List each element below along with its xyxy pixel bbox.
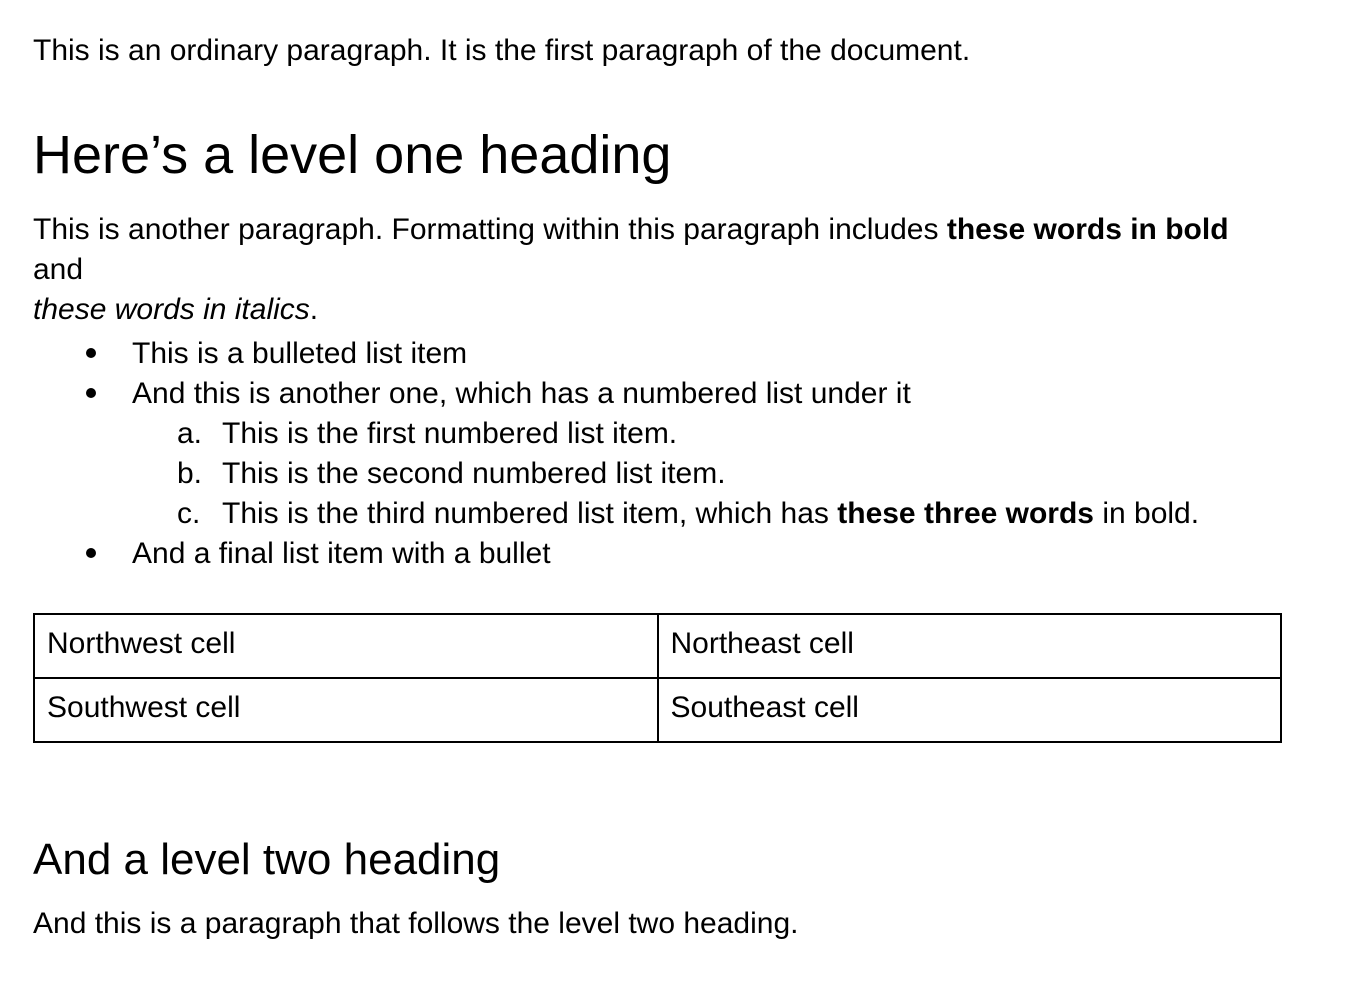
bullet-item-text: And a final list item with a bullet <box>132 537 551 570</box>
numbered-item-text: This is the first numbered list item. <box>222 417 678 450</box>
paragraph-first: This is an ordinary paragraph. It is the first paragraph of the document. <box>33 34 971 67</box>
paragraph-formatted-period: . <box>309 293 319 326</box>
numbered-list-item-b <box>33 454 1282 494</box>
numbered-list-marker-c: c. <box>177 497 201 530</box>
table-cell-southwest: Southwest cell <box>34 678 658 742</box>
numbered-list-item-c <box>33 494 1282 534</box>
numbered-list-item-a <box>33 414 1282 454</box>
table-row-north <box>34 614 1281 678</box>
numbered-list-marker-b: b. <box>177 457 203 490</box>
italic-text: these words in italics <box>33 293 310 326</box>
bullet-item-text: This is a bulleted list item <box>132 337 468 370</box>
table-row-south <box>34 678 1281 742</box>
document-page <box>33 0 1282 944</box>
paragraph-formatted-text-and: and <box>33 253 84 286</box>
bullet-list <box>33 334 1282 574</box>
bullet-list-item-1 <box>33 334 1282 374</box>
bullet-item-text: And this is another one, which has a numbered list under it <box>132 377 911 410</box>
paragraph-formatted <box>33 210 1282 330</box>
bold-text: these words in bold <box>946 213 1229 246</box>
paragraph-formatted-text: This is another paragraph. Formatting within this paragraph includes <box>33 213 947 246</box>
heading-level-two: And a level two heading <box>33 835 501 884</box>
numbered-item-text-end: in bold. <box>1094 497 1200 530</box>
bullet-list-item-3 <box>33 534 1282 574</box>
bullet-icon <box>86 548 96 558</box>
table-container <box>33 613 1282 743</box>
heading-level-one: Here’s a level one heading <box>33 125 672 185</box>
table-cell-southeast: Southeast cell <box>658 678 1282 742</box>
numbered-list-marker-a: a. <box>177 417 203 450</box>
bullet-list-item-2 <box>33 374 1282 414</box>
numbered-item-text <box>33 494 1282 534</box>
table-cell-northwest: Northwest cell <box>34 614 658 678</box>
document-table <box>33 613 1282 743</box>
table-cell-northeast: Northeast cell <box>658 614 1282 678</box>
bullet-icon <box>86 348 96 358</box>
paragraph-after-heading-two: And this is a paragraph that follows the level two heading. <box>33 907 799 940</box>
bullet-icon <box>86 388 96 398</box>
numbered-item-text-start: This is the third numbered list item, which has <box>222 497 838 530</box>
numbered-item-text: This is the second numbered list item. <box>222 457 726 490</box>
bold-text: these three words <box>837 497 1094 530</box>
